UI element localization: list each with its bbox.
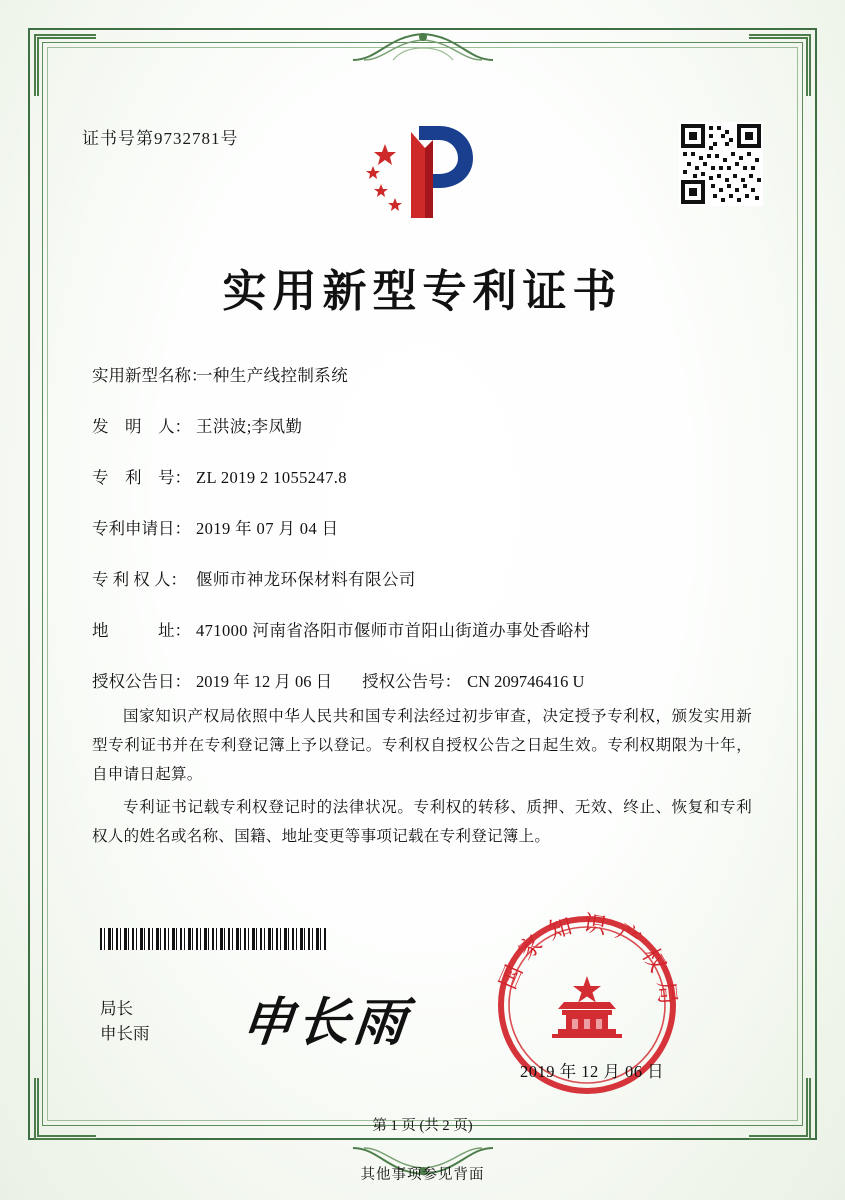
field-value: 471000 河南省洛阳市偃师市首阳山街道办事处香峪村 xyxy=(196,621,591,640)
field-label-grant-date: 授权公告日： xyxy=(92,672,191,691)
barcode xyxy=(100,928,326,950)
field-row-patentee xyxy=(92,566,752,590)
body-paragraphs xyxy=(92,702,752,855)
field-value-announcement-number: CN 209746416 U xyxy=(467,672,585,691)
page-title: 实用新型专利证书 xyxy=(222,266,623,317)
field-list xyxy=(92,362,752,719)
field-label: 地 址： xyxy=(92,621,191,640)
handwritten-signature: 申长雨 xyxy=(238,995,413,1052)
field-label: 发 明 人： xyxy=(92,417,191,436)
seal-date: 2019 年 12 月 06 日 xyxy=(520,1062,665,1081)
signature-name: 申长雨 xyxy=(100,1024,150,1043)
cnipa-logo-icon xyxy=(355,118,485,226)
field-value-grant-date: 2019 年 12 月 06 日 xyxy=(196,672,333,691)
signature-title: 局长 xyxy=(100,999,133,1018)
paragraph-1: 国家知识产权局依照中华人民共和国专利法经过初步审查，决定授予专利权，颁发实用新型专利证书并在专利登记簿上予以登记。专利权自授权公告之日起生效。专利权期限为十年，自申请日起算。 xyxy=(92,708,752,783)
corner-ornament-top-right xyxy=(749,34,811,96)
field-value: 王洪波;李凤勤 xyxy=(196,417,303,436)
crest-ornament-icon xyxy=(348,30,498,64)
field-value: 一种生产线控制系统 xyxy=(196,366,349,385)
field-label: 专 利 权 人： xyxy=(92,570,187,589)
field-label: 专 利 号： xyxy=(92,468,191,487)
field-value: ZL 2019 2 1055247.8 xyxy=(196,468,347,487)
field-label: 专利申请日： xyxy=(92,519,191,538)
certificate-number: 证书号第9732781号 xyxy=(82,129,239,148)
paragraph-2: 专利证书记载专利权登记时的法律状况。专利权的转移、质押、无效、终止、恢复和专利权人的姓名或名称、国籍、地址变更等事项记载在专利登记簿上。 xyxy=(92,799,752,845)
signature-block xyxy=(100,996,150,1046)
qr-code xyxy=(679,122,763,206)
field-value: 2019 年 07 月 04 日 xyxy=(196,519,339,538)
corner-ornament-top-left xyxy=(34,34,96,96)
field-label-announcement-number: 授权公告号： xyxy=(362,672,462,691)
field-row-utility-model-name xyxy=(92,362,752,386)
field-label: 实用新型名称： xyxy=(92,366,208,385)
field-row-application-date xyxy=(92,515,752,539)
page-number: 第 1 页 (共 2 页) xyxy=(372,1118,473,1134)
field-row-inventor xyxy=(92,413,752,437)
svg-text:国家知识产权局: 国家知识产权局 xyxy=(495,910,682,1015)
field-row-grant-announcement xyxy=(92,668,752,692)
field-row-address xyxy=(92,617,752,641)
footnote: 其他事项参见背面 xyxy=(360,1167,485,1183)
field-value: 偃师市神龙环保材料有限公司 xyxy=(196,570,416,589)
field-row-patent-number xyxy=(92,464,752,488)
